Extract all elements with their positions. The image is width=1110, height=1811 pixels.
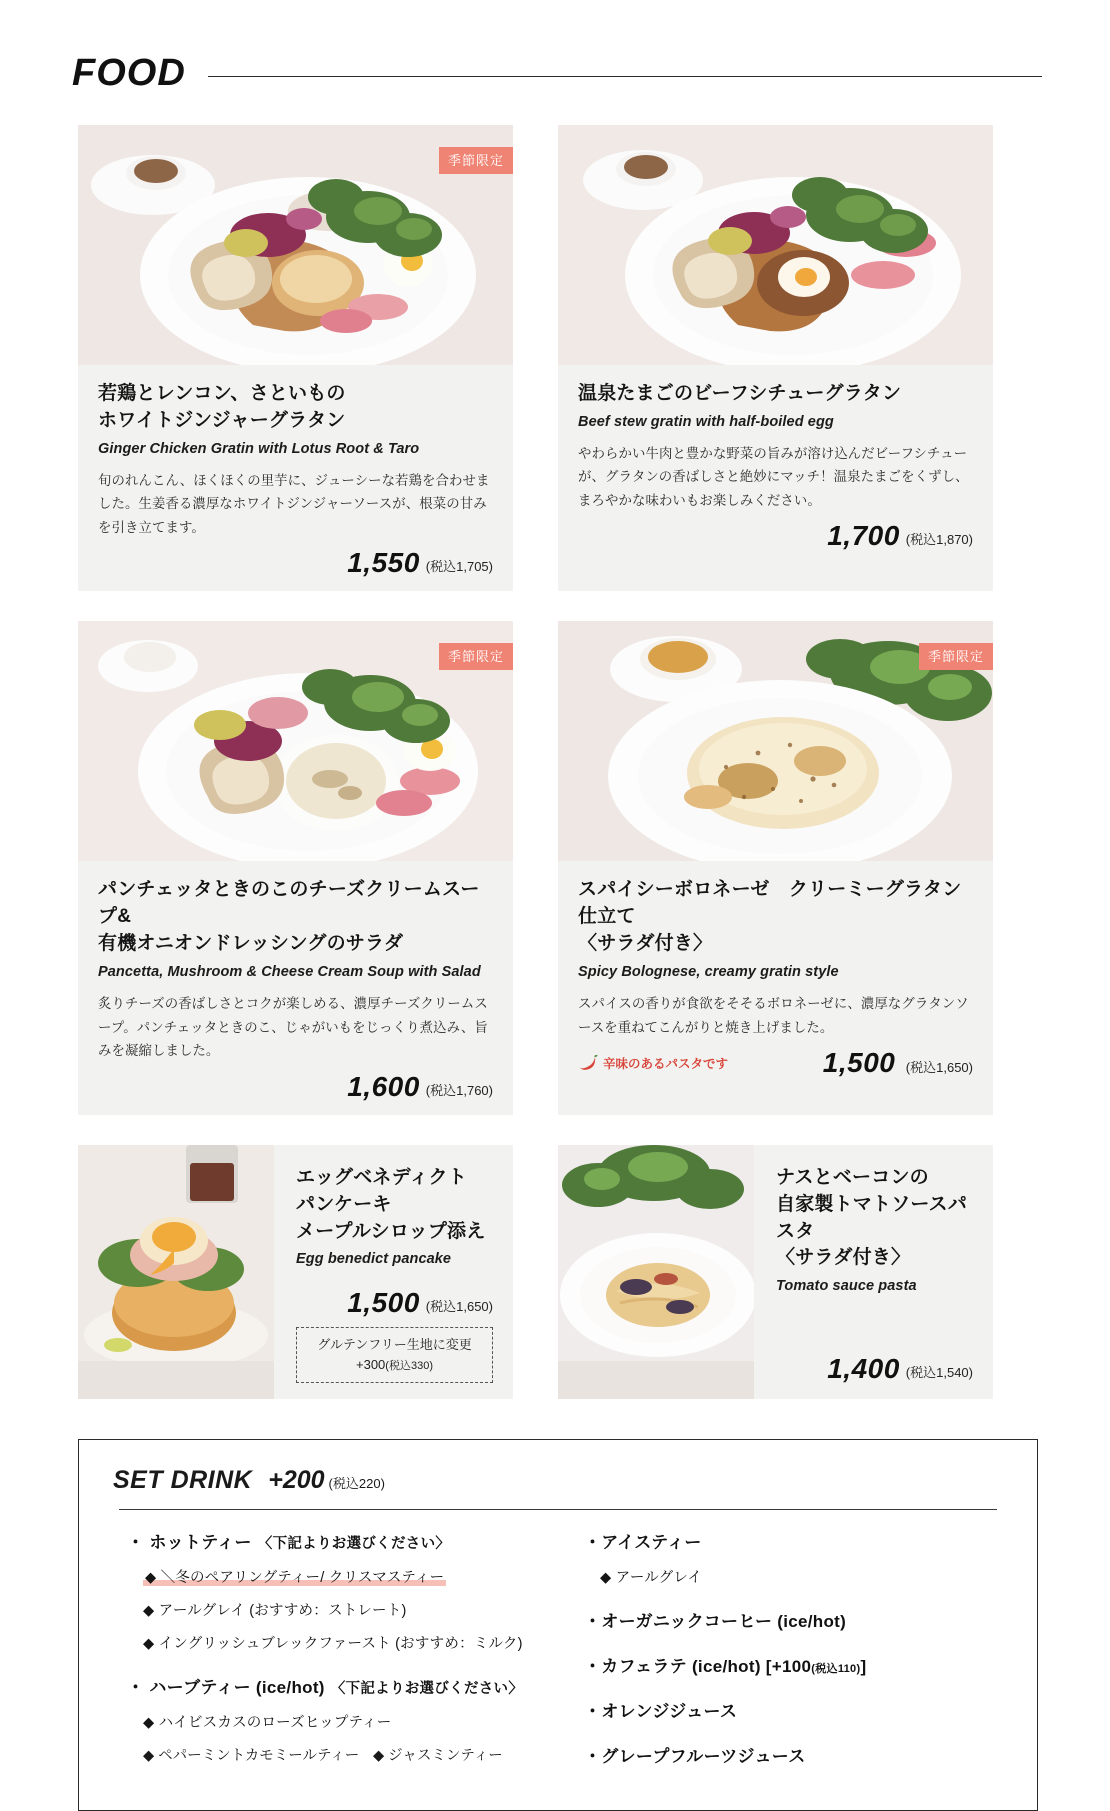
dish-photo [558,125,993,365]
drink-option-label: ◆ ＼冬のペアリングティー/ クリスマスティー [145,1570,445,1587]
dish-name-jp-line1: パンチェッタときのこのチーズクリームスープ& [98,879,480,928]
drink-category[interactable] [584,1652,1003,1677]
page-header [0,0,1110,95]
dish-illustration [78,1145,274,1361]
drink-option[interactable]: ◆ ハイビスカスのローズヒップティー [143,1715,392,1732]
set-drink-column-right [558,1528,1003,1780]
dish-price: 1,500 [347,1287,420,1319]
set-drink-columns [113,1528,1003,1780]
dish-description: スパイスの香りが食欲をそそるボロネーゼに、濃厚なグラタンソースを重ねてこんがりと焼き上げました。 [578,996,969,1035]
drink-category-suffix: ] [860,1657,867,1677]
price-row [296,1289,493,1317]
drink-category-label: ・ ホットティー [127,1533,252,1553]
drink-category[interactable]: ・オレンジジュース [584,1702,738,1722]
dish-name-jp-line3: メープルシロップ添え [296,1220,486,1242]
dish-photo [558,621,993,861]
set-drink-price-tax: (税込220) [328,1476,385,1492]
price-row [98,549,493,577]
dish-photo [78,125,513,365]
drink-category[interactable]: ・アイスティー [584,1533,702,1553]
price-row [578,522,973,550]
dish-name-jp-line1: スパイシーボロネーゼ クリーミーグラタン仕立て [578,879,962,928]
title-divider [208,76,1042,77]
menu-card-body [558,365,993,564]
drink-category-label: ・ ハーブティー (ice/hot) [127,1678,325,1698]
seasonal-badge: 季節限定 [919,643,993,670]
gluten-free-price: +300 [356,1356,386,1372]
dish-price-tax: (税込1,650) [905,1060,973,1076]
menu-card[interactable] [78,125,513,591]
drink-option[interactable]: ◆ イングリッシュブレックファースト (おすすめ：ミルク) [143,1636,523,1653]
menu-card[interactable] [558,125,993,591]
dish-illustration [558,1145,754,1361]
seasonal-badge: 季節限定 [439,147,513,174]
dish-price-tax: (税込1,650) [425,1299,493,1315]
gluten-free-option[interactable] [296,1327,493,1383]
dish-price-tax: (税込1,870) [905,532,973,548]
set-drink-header [113,1466,1003,1495]
dish-name-jp: 温泉たまごのビーフシチューグラタン [578,383,902,404]
dish-name-en: Spicy Bolognese, creamy gratin style [578,964,839,981]
dish-name-jp [296,1165,493,1246]
dish-name-jp-line1: エッグベネディクト [296,1166,467,1188]
drink-category[interactable]: ・オーガニックコーヒー (ice/hot) [584,1612,847,1632]
dish-price-tax: (税込1,760) [425,1082,493,1098]
menu-grid [78,125,1038,1399]
menu-card[interactable] [558,1145,993,1400]
dish-price: 1,700 [827,520,900,552]
drink-option[interactable] [143,1566,558,1587]
menu-card-body [558,861,993,1091]
menu-card[interactable] [78,1145,513,1400]
drink-option[interactable]: ◆ ペパーミントカモミールティー [143,1748,360,1765]
dish-description: 旬のれんこん、ほくほくの里芋に、ジューシーな若鶏を合わせました。生姜香る濃厚なホワイトジンジャーソースが、根菜の甘みを引き立てます。 [98,472,490,535]
dish-price: 1,400 [827,1353,900,1385]
dish-name-jp-line2: 有機オニオンドレッシングのサラダ [98,933,404,955]
drink-option[interactable]: ◆ ジャスミンティー [373,1748,503,1765]
drink-category[interactable] [127,1673,558,1698]
dish-price: 1,600 [347,1070,420,1102]
dish-name-en: Pancetta, Mushroom & Cheese Cream Soup with Salad [98,964,481,981]
dish-name-en: Ginger Chicken Gratin with Lotus Root & Taro [98,440,420,457]
dish-photo [558,1145,754,1400]
dish-photo [78,1145,274,1400]
dish-name-jp [776,1165,973,1273]
dish-description: やわらかい牛肉と豊かな野菜の旨みが溶け込んだビーフシチューが、グラタンの香ばしさと絶妙にマッチ！温泉たまごをくずし、まろやかな味わいもお楽しみください。 [578,445,969,508]
dish-name-jp-line2: ホワイトジンジャーグラタン [98,409,346,431]
dish-name-jp-line1: ナスとベーコンの [776,1166,929,1188]
set-drink-column-left [113,1528,558,1780]
set-drink-section [78,1439,1038,1811]
price-row [776,1355,973,1383]
gluten-free-price-tax: (税込330) [385,1359,433,1372]
drink-option[interactable]: ◆ アールグレイ (おすすめ：ストレート) [143,1603,407,1620]
dish-price: 1,550 [347,547,420,579]
dish-photo [78,621,513,861]
dish-price-tax: (税込1,540) [905,1365,973,1381]
dish-price-tax: (税込1,705) [425,559,493,575]
page-title: FOOD [72,52,186,94]
dish-name-jp-line2: 〈サラダ付き〉 [578,933,713,955]
dish-price: 1,500 [822,1047,896,1079]
menu-card[interactable] [558,621,993,1114]
set-drink-divider [119,1509,997,1510]
drink-category[interactable]: ・グレープフルーツジュース [584,1747,806,1767]
chili-pepper-icon [578,1055,598,1071]
dish-name-jp [578,877,973,958]
price-row [98,1070,493,1102]
drink-category[interactable] [127,1528,558,1553]
spicy-note [578,1054,728,1072]
set-drink-price: +200 [268,1466,325,1495]
menu-card-body [274,1145,513,1400]
drink-category-note: 〈下記よりお選びください〉 [257,1536,451,1553]
spicy-price-row [578,1049,973,1077]
dish-name-jp-line2: 自家製トマトソースパスタ [776,1193,968,1242]
gluten-free-label: グルテンフリー生地に変更 [317,1337,472,1353]
dish-name-jp [98,381,493,435]
dish-name-jp-line3: 〈サラダ付き〉 [776,1247,911,1269]
menu-card-body [78,861,513,1114]
drink-category-label: ・カフェラテ (ice/hot) [+100 [584,1657,812,1677]
menu-card-body [754,1145,993,1400]
dish-description: 炙りチーズの香ばしさとコクが楽しめる、濃厚チーズクリームスープ。パンチェッタときのこ、じゃがいもをじっくり煮込み、旨みを凝縮しました。 [98,996,488,1059]
dish-name-en: Beef stew gratin with half-boiled egg [578,413,834,430]
dish-name-jp-line2: パンケーキ [296,1193,392,1215]
dish-illustration [558,125,993,365]
menu-card[interactable] [78,621,513,1114]
menu-card-body [78,365,513,591]
seasonal-badge: 季節限定 [439,643,513,670]
set-drink-title: SET DRINK [113,1466,253,1495]
drink-option-row [143,1744,558,1765]
spicy-note-text: 辛味のあるパスタです [603,1057,729,1072]
dish-name-jp [98,877,493,958]
drink-category-note: 〈下記よりお選びください〉 [330,1681,524,1698]
dish-name-en: Tomato sauce pasta [776,1278,917,1295]
drink-category-tax: (税込110) [811,1663,861,1676]
dish-name-jp-line1: 若鶏とレンコン、さといもの [98,383,346,404]
drink-option[interactable]: ◆ アールグレイ [600,1570,703,1587]
dish-name-en: Egg benedict pancake [296,1251,452,1268]
